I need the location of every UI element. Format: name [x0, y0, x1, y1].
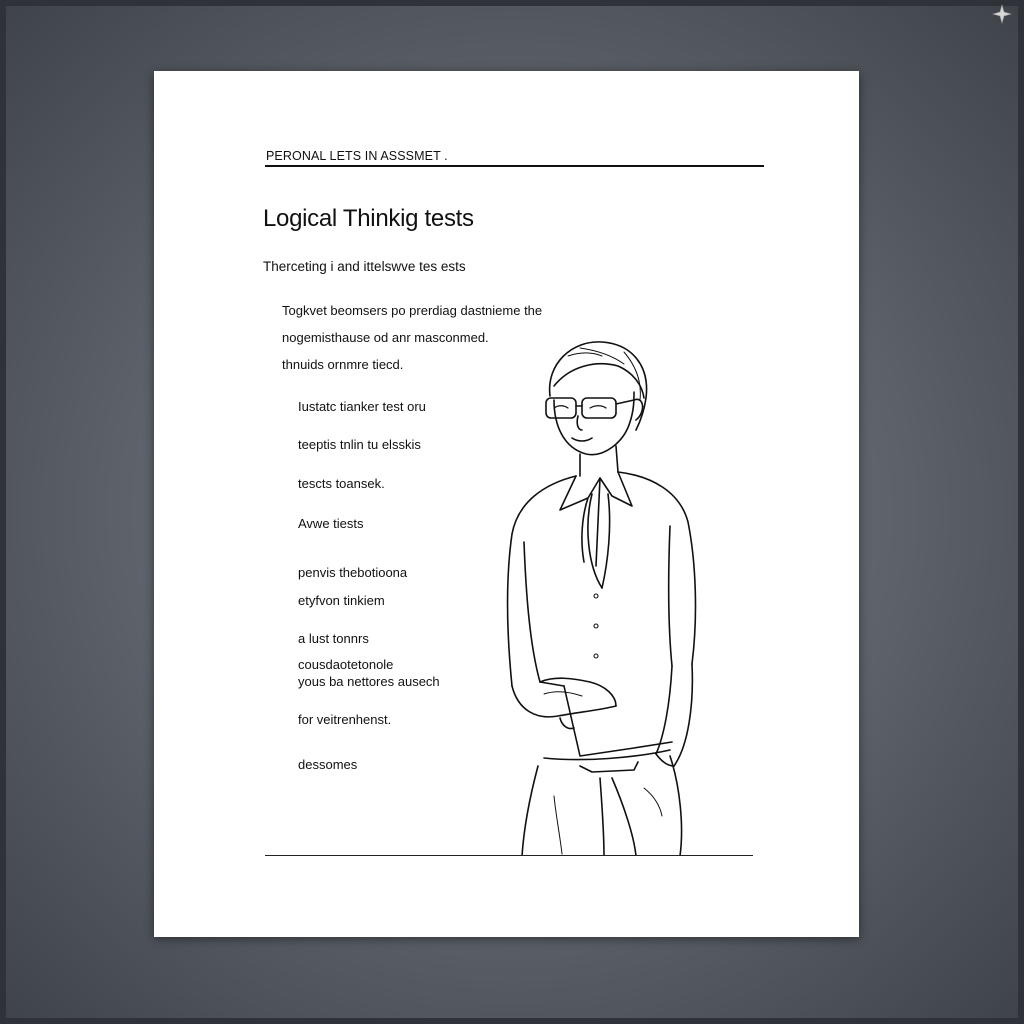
list-item: a lust tonnrs [298, 631, 369, 646]
list-item: teeptis tnlin tu elsskis [298, 437, 421, 452]
sparkle-icon [992, 4, 1012, 24]
paragraph-line: Togkvet beomsers po prerdiag dastnieme the [282, 303, 543, 318]
woman-with-glasses-illustration [484, 326, 724, 856]
header-divider [265, 165, 764, 167]
list-item: dessomes [298, 757, 358, 772]
paragraph-line: nogemisthause od anr masconmed. [282, 330, 489, 345]
document-title: Logical Thinkig tests [263, 205, 474, 232]
list-item: etyfvon tinkiem [298, 593, 385, 608]
list-item: tescts toansek. [298, 476, 385, 491]
list-item: for veitrenhenst. [298, 712, 392, 727]
list-item: penvis thebotioona [298, 565, 408, 580]
document-header-label: PERONAL LETS IN ASSSMET . [266, 149, 448, 163]
document-subtitle: Therceting i and ittelswve tes ests [263, 259, 466, 274]
paragraph-line: thnuids ornmre tiecd. [282, 357, 404, 372]
document-page [154, 71, 859, 937]
footer-divider [265, 855, 753, 856]
list-item: yous ba nettores ausech [298, 674, 440, 689]
list-item: cousdaotetonole [298, 657, 394, 672]
list-item: Avwe tiests [298, 516, 364, 531]
list-item: Iustatc tianker test oru [298, 399, 426, 414]
